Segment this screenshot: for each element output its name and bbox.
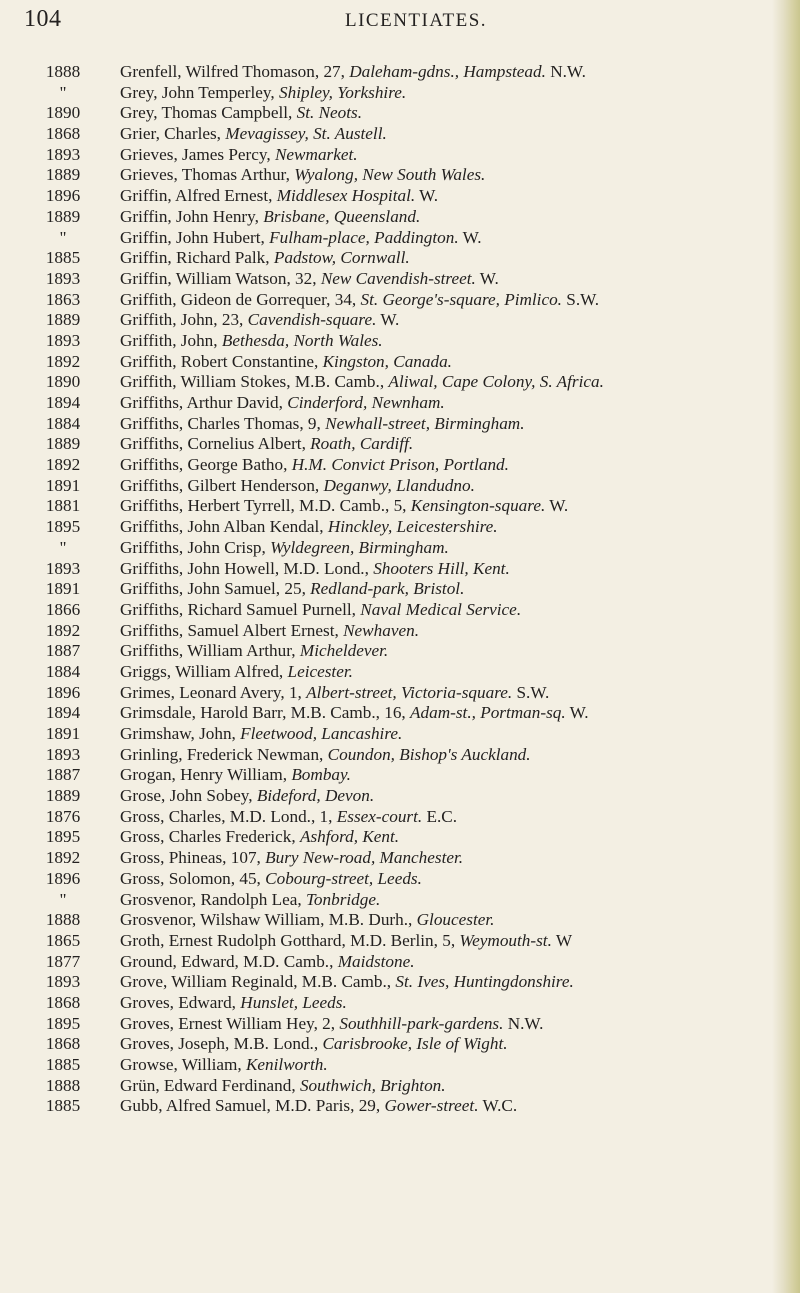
list-item (0, 1034, 790, 1055)
entry-text (120, 228, 788, 249)
entry-address: Albert-street, Victoria-square. (306, 682, 513, 702)
entry-text (120, 124, 788, 145)
entry-year: 1889 (45, 434, 81, 454)
entry-name: Grey, John Temperley, (120, 82, 280, 102)
entry-name: Grogan, Henry William, (120, 765, 292, 785)
entry-address: Bethesda, North Wales. (221, 330, 383, 350)
list-item (0, 496, 790, 517)
entry-text (120, 290, 788, 311)
running-head: LICENTIATES. (345, 10, 488, 31)
entry-text (120, 869, 788, 890)
list-item (0, 145, 790, 166)
entry-year: 1868 (45, 124, 81, 144)
entry-text (120, 352, 788, 373)
entry-address: Essex-court. (336, 806, 423, 826)
list-item (0, 1055, 790, 1076)
entry-text (120, 248, 788, 269)
list-item (0, 890, 790, 911)
entry-text (120, 186, 788, 207)
entry-address: Newmarket. (274, 144, 358, 164)
entry-name: Griffiths, John Crisp, (120, 537, 271, 557)
entry-text (120, 1076, 788, 1097)
entry-address: Redland-park, Bristol. (310, 579, 465, 599)
entry-address: Cavendish-square. (247, 310, 377, 330)
entry-name: N.W. (503, 1013, 544, 1033)
entry-name: Gross, Charles, M.D. Lond., 1, (120, 806, 337, 826)
entry-address: Hunslet, Leeds. (240, 992, 347, 1012)
entry-address: Hinckley, Leicestershire. (327, 517, 498, 537)
entry-year: 1884 (45, 413, 81, 433)
list-item (0, 745, 790, 766)
entry-text (120, 952, 788, 973)
entry-text (120, 910, 788, 931)
entry-address: Roath, Cardiff. (310, 434, 414, 454)
entry-name: Griffiths, John Samuel, 25, (120, 579, 311, 599)
list-item (0, 931, 790, 952)
entry-text (120, 848, 788, 869)
entry-name: Griffith, William Stokes, M.B. Camb., (120, 372, 389, 392)
entry-text (120, 434, 788, 455)
entry-text (120, 600, 788, 621)
entry-year: 1877 (45, 951, 81, 971)
list-item (0, 662, 790, 683)
entry-text (120, 455, 788, 476)
entry-name: W. (475, 268, 499, 288)
entry-text (120, 393, 788, 414)
entry-name: Grosvenor, Wilshaw William, M.B. Durh., (120, 910, 417, 930)
entry-name: W (551, 930, 573, 950)
entry-year: 1890 (45, 103, 81, 123)
entry-name: W. (376, 310, 400, 330)
entry-text (120, 476, 788, 497)
entry-name: Gubb, Alfred Samuel, M.D. Paris, 29, (120, 1096, 385, 1116)
entry-year: " (59, 82, 67, 102)
entry-text (120, 1034, 788, 1055)
entry-year: 1893 (45, 330, 81, 350)
list-item (0, 165, 790, 186)
entry-text (120, 165, 788, 186)
entry-address: Mevagissey, St. Austell. (225, 124, 387, 144)
list-item (0, 83, 790, 104)
entry-name: S.W. (561, 289, 600, 309)
list-item (0, 600, 790, 621)
list-item (0, 827, 790, 848)
entry-address: St. Ives, Huntingdonshire. (395, 972, 574, 992)
entry-address: Shooters Hill, Kent. (373, 558, 510, 578)
entry-year: 1896 (45, 682, 81, 702)
list-item (0, 352, 790, 373)
entry-year: 1890 (45, 372, 81, 392)
list-item (0, 952, 790, 973)
entry-address: Aliwal, Cape Colony, S. Africa. (388, 372, 604, 392)
entry-year: 1893 (45, 144, 81, 164)
entry-name: Griffin, Richard Palk, (120, 248, 274, 268)
list-item (0, 538, 790, 559)
entry-name: Griffin, John Henry, (120, 206, 264, 226)
entry-address: Newhaven. (343, 620, 419, 640)
entry-year: 1891 (45, 724, 81, 743)
entry-name: Grieves, Thomas Arthur, (120, 165, 295, 185)
entry-year: 1863 (45, 289, 81, 309)
entry-address: Kingston, Canada. (322, 351, 452, 371)
entry-name: Gross, Phineas, 107, (120, 848, 266, 868)
entry-address: Bombay. (291, 765, 351, 785)
entries-list (0, 62, 790, 1117)
entry-name: Griffin, William Watson, 32, (120, 268, 321, 288)
entry-address: Gower-street. (384, 1096, 479, 1116)
entry-address: Padstow, Cornwall. (273, 248, 410, 268)
entry-address: Leicester. (287, 661, 353, 681)
entry-text (120, 724, 788, 745)
list-item (0, 559, 790, 580)
entry-name: Growse, William, (120, 1055, 246, 1074)
entry-name: Griggs, William Alfred, (120, 661, 288, 681)
list-item (0, 910, 790, 931)
entry-address: St. Neots. (296, 103, 363, 123)
entry-name: Griffiths, John Alban Kendal, (120, 517, 328, 537)
list-item (0, 517, 790, 538)
entry-name: E.C. (422, 806, 458, 826)
list-item (0, 703, 790, 724)
entry-address: Daleham-gdns., Hampstead. (349, 62, 546, 81)
entry-name: W. (565, 703, 589, 723)
entry-name: Griffiths, Samuel Albert Ernest, (120, 620, 344, 640)
list-item (0, 124, 790, 145)
entry-text (120, 517, 788, 538)
entry-name: Grinling, Frederick Newman, (120, 744, 328, 764)
entry-name: Grimsdale, Harold Barr, M.B. Camb., 16, (120, 703, 411, 723)
entry-year: 1893 (45, 972, 81, 992)
entry-name: Grose, John Sobey, (120, 786, 257, 806)
entry-year: " (59, 889, 67, 909)
entry-name: Grieves, James Percy, (120, 144, 275, 164)
entry-name: Griffiths, Arthur David, (120, 393, 288, 412)
entry-year: 1889 (45, 786, 81, 806)
entry-text (120, 972, 788, 993)
entry-name: Grosvenor, Randolph Lea, (120, 889, 306, 909)
entry-address: Tonbridge. (305, 889, 381, 909)
entry-name: Griffiths, Charles Thomas, 9, (120, 413, 326, 433)
entry-address: Shipley, Yorkshire. (279, 82, 407, 102)
entry-name: Groves, Joseph, M.B. Lond., (120, 1034, 323, 1054)
entry-address: Adam-st., Portman-sq. (410, 703, 566, 723)
entry-name: Griffith, John, 23, (120, 310, 248, 330)
entry-address: Kensington-square. (410, 496, 546, 516)
entry-address: Naval Medical Service. (360, 599, 522, 619)
list-item (0, 579, 790, 600)
entry-address: St. George's-square, Pimlico. (360, 289, 562, 309)
entry-year: 1889 (45, 310, 81, 330)
entry-year: 1894 (45, 703, 81, 723)
list-item (0, 393, 790, 414)
entry-name: Gross, Solomon, 45, (120, 868, 266, 888)
entry-address: Kenilworth. (245, 1055, 328, 1074)
entry-text (120, 662, 788, 683)
entry-address: Micheldever. (299, 641, 389, 661)
entry-text (120, 1014, 788, 1035)
list-item (0, 641, 790, 662)
entry-text (120, 621, 788, 642)
entry-text (120, 538, 788, 559)
entry-name: Griffiths, Herbert Tyrrell, M.D. Camb., 5, (120, 496, 411, 516)
entry-address: Fulham-place, Paddington. (269, 227, 459, 247)
entry-text (120, 807, 788, 828)
entry-text (120, 559, 788, 580)
entry-text (120, 765, 788, 786)
list-item (0, 476, 790, 497)
page-number: 104 (24, 6, 62, 32)
entry-address: Southhill-park-gardens. (339, 1013, 504, 1033)
entry-year: 1887 (45, 641, 81, 661)
entry-address: Weymouth-st. (459, 930, 552, 950)
entry-address: Maidstone. (337, 951, 415, 971)
entry-year: 1892 (45, 455, 81, 475)
entry-address: Wyalong, New South Wales. (294, 165, 486, 185)
entry-name: Griffin, Alfred Ernest, (120, 186, 277, 206)
entry-address: Gloucester. (416, 910, 495, 930)
entry-name: Grenfell, Wilfred Thomason, 27, (120, 62, 350, 81)
entry-address: Middlesex Hospital. (276, 186, 416, 206)
list-item (0, 993, 790, 1014)
entry-name: Grimes, Leonard Avery, 1, (120, 682, 307, 702)
entry-year: 1892 (45, 351, 81, 371)
list-item (0, 269, 790, 290)
entry-name: Ground, Edward, M.D. Camb., (120, 951, 338, 971)
entry-year: 1895 (45, 517, 81, 537)
entry-name: Griffiths, Richard Samuel Purnell, (120, 599, 361, 619)
entry-text (120, 745, 788, 766)
entry-year: 1891 (45, 579, 81, 599)
entry-address: New Cavendish-street. (320, 268, 476, 288)
entry-text (120, 103, 788, 124)
entry-text (120, 890, 788, 911)
entry-name: Griffiths, Cornelius Albert, (120, 434, 311, 454)
entry-address: Cinderford, Newnham. (287, 393, 445, 412)
entry-text (120, 683, 788, 704)
entry-name: Gross, Charles Frederick, (120, 827, 300, 847)
entry-text (120, 496, 788, 517)
entry-address: Bury New-road, Manchester. (265, 848, 464, 868)
entry-year: 1868 (45, 992, 81, 1012)
list-item (0, 372, 790, 393)
entry-year: 1876 (45, 806, 81, 826)
entry-year: 1893 (45, 558, 81, 578)
entry-name: Griffith, Robert Constantine, (120, 351, 323, 371)
entry-name: N.W. (545, 62, 586, 81)
entry-text (120, 1055, 788, 1076)
entry-text (120, 827, 788, 848)
entry-text (120, 414, 788, 435)
entry-text (120, 83, 788, 104)
entry-name: S.W. (512, 682, 550, 702)
entry-year: 1888 (45, 1075, 81, 1095)
list-item (0, 869, 790, 890)
entry-address: Coundon, Bishop's Auckland. (327, 744, 531, 764)
list-item (0, 455, 790, 476)
list-item (0, 683, 790, 704)
entry-name: Griffith, Gideon de Gorrequer, 34, (120, 289, 361, 309)
entry-name: Griffiths, William Arthur, (120, 641, 300, 661)
entry-text (120, 786, 788, 807)
entry-name: Griffiths, George Batho, (120, 455, 292, 475)
entry-name: W. (545, 496, 569, 516)
entry-name: W. (415, 186, 439, 206)
list-item (0, 228, 790, 249)
entry-year: 1893 (45, 744, 81, 764)
entry-text (120, 62, 788, 83)
entry-text (120, 331, 788, 352)
list-item (0, 207, 790, 228)
entry-year: 1885 (45, 1096, 81, 1116)
entry-name: Grey, Thomas Campbell, (120, 103, 297, 123)
list-item (0, 103, 790, 124)
entry-text (120, 269, 788, 290)
list-item (0, 1014, 790, 1035)
entry-year: 1894 (45, 393, 81, 412)
entry-name: Groth, Ernest Rudolph Gotthard, M.D. Berlin, 5, (120, 930, 460, 950)
entry-year: 1892 (45, 620, 81, 640)
entry-name: Grimshaw, John, (120, 724, 241, 743)
entry-name: Grove, William Reginald, M.B. Camb., (120, 972, 396, 992)
entry-address: Bideford, Devon. (256, 786, 375, 806)
entry-year: 1892 (45, 848, 81, 868)
entry-address: Carisbrooke, Isle of Wight. (322, 1034, 508, 1054)
entry-year: " (59, 537, 67, 557)
entry-text (120, 579, 788, 600)
entry-address: Southwich, Brighton. (299, 1075, 446, 1095)
entry-year: 1895 (45, 827, 81, 847)
entry-address: Wyldegreen, Birmingham. (270, 537, 449, 557)
list-item (0, 786, 790, 807)
entry-year: 1889 (45, 165, 81, 185)
entry-text (120, 703, 788, 724)
list-item (0, 621, 790, 642)
entry-address: Ashford, Kent. (299, 827, 400, 847)
list-item (0, 331, 790, 352)
entry-text (120, 372, 788, 393)
entry-name: Griffin, John Hubert, (120, 227, 270, 247)
entry-year: 1866 (45, 599, 81, 619)
list-item (0, 414, 790, 435)
entry-name: Grier, Charles, (120, 124, 226, 144)
list-item (0, 186, 790, 207)
list-item (0, 434, 790, 455)
entry-name: Groves, Edward, (120, 992, 241, 1012)
list-item (0, 310, 790, 331)
list-item (0, 1076, 790, 1097)
list-item (0, 248, 790, 269)
entry-text (120, 145, 788, 166)
entry-year: 1888 (45, 62, 81, 81)
entry-name: Griffiths, Gilbert Henderson, (120, 475, 324, 495)
list-item (0, 62, 790, 83)
entry-address: Brisbane, Queensland. (263, 206, 421, 226)
entry-address: Cobourg-street, Leeds. (265, 868, 422, 888)
entry-year: 1896 (45, 186, 81, 206)
entry-year: 1868 (45, 1034, 81, 1054)
list-item (0, 807, 790, 828)
entry-year: " (59, 227, 67, 247)
entry-name: Griffith, John, (120, 330, 222, 350)
entry-year: 1885 (45, 1055, 81, 1074)
entry-address: Newhall-street, Birmingham. (325, 413, 525, 433)
list-item (0, 972, 790, 993)
entry-address: H.M. Convict Prison, Portland. (291, 455, 509, 475)
entry-name: W.C. (478, 1096, 518, 1116)
entry-name: Groves, Ernest William Hey, 2, (120, 1013, 340, 1033)
entry-text (120, 931, 788, 952)
entry-text (120, 310, 788, 331)
entry-name: W. (458, 227, 482, 247)
entry-year: 1865 (45, 930, 81, 950)
entry-year: 1884 (45, 661, 81, 681)
entry-text (120, 993, 788, 1014)
entry-text (120, 207, 788, 228)
entry-text (120, 1096, 788, 1117)
entry-year: 1896 (45, 868, 81, 888)
list-item (0, 765, 790, 786)
entry-year: 1885 (45, 248, 81, 268)
entry-year: 1895 (45, 1013, 81, 1033)
entry-year: 1893 (45, 268, 81, 288)
entry-year: 1881 (45, 496, 81, 516)
entry-address: Deganwy, Llandudno. (323, 475, 475, 495)
entry-address: Fleetwood, Lancashire. (240, 724, 403, 743)
entry-year: 1891 (45, 475, 81, 495)
list-item (0, 724, 790, 745)
entry-year: 1889 (45, 206, 81, 226)
entry-year: 1888 (45, 910, 81, 930)
entry-name: Grün, Edward Ferdinand, (120, 1075, 300, 1095)
list-item (0, 290, 790, 311)
entry-name: Griffiths, John Howell, M.D. Lond., (120, 558, 374, 578)
entry-year: 1887 (45, 765, 81, 785)
list-item (0, 848, 790, 869)
entry-text (120, 641, 788, 662)
list-item (0, 1096, 790, 1117)
